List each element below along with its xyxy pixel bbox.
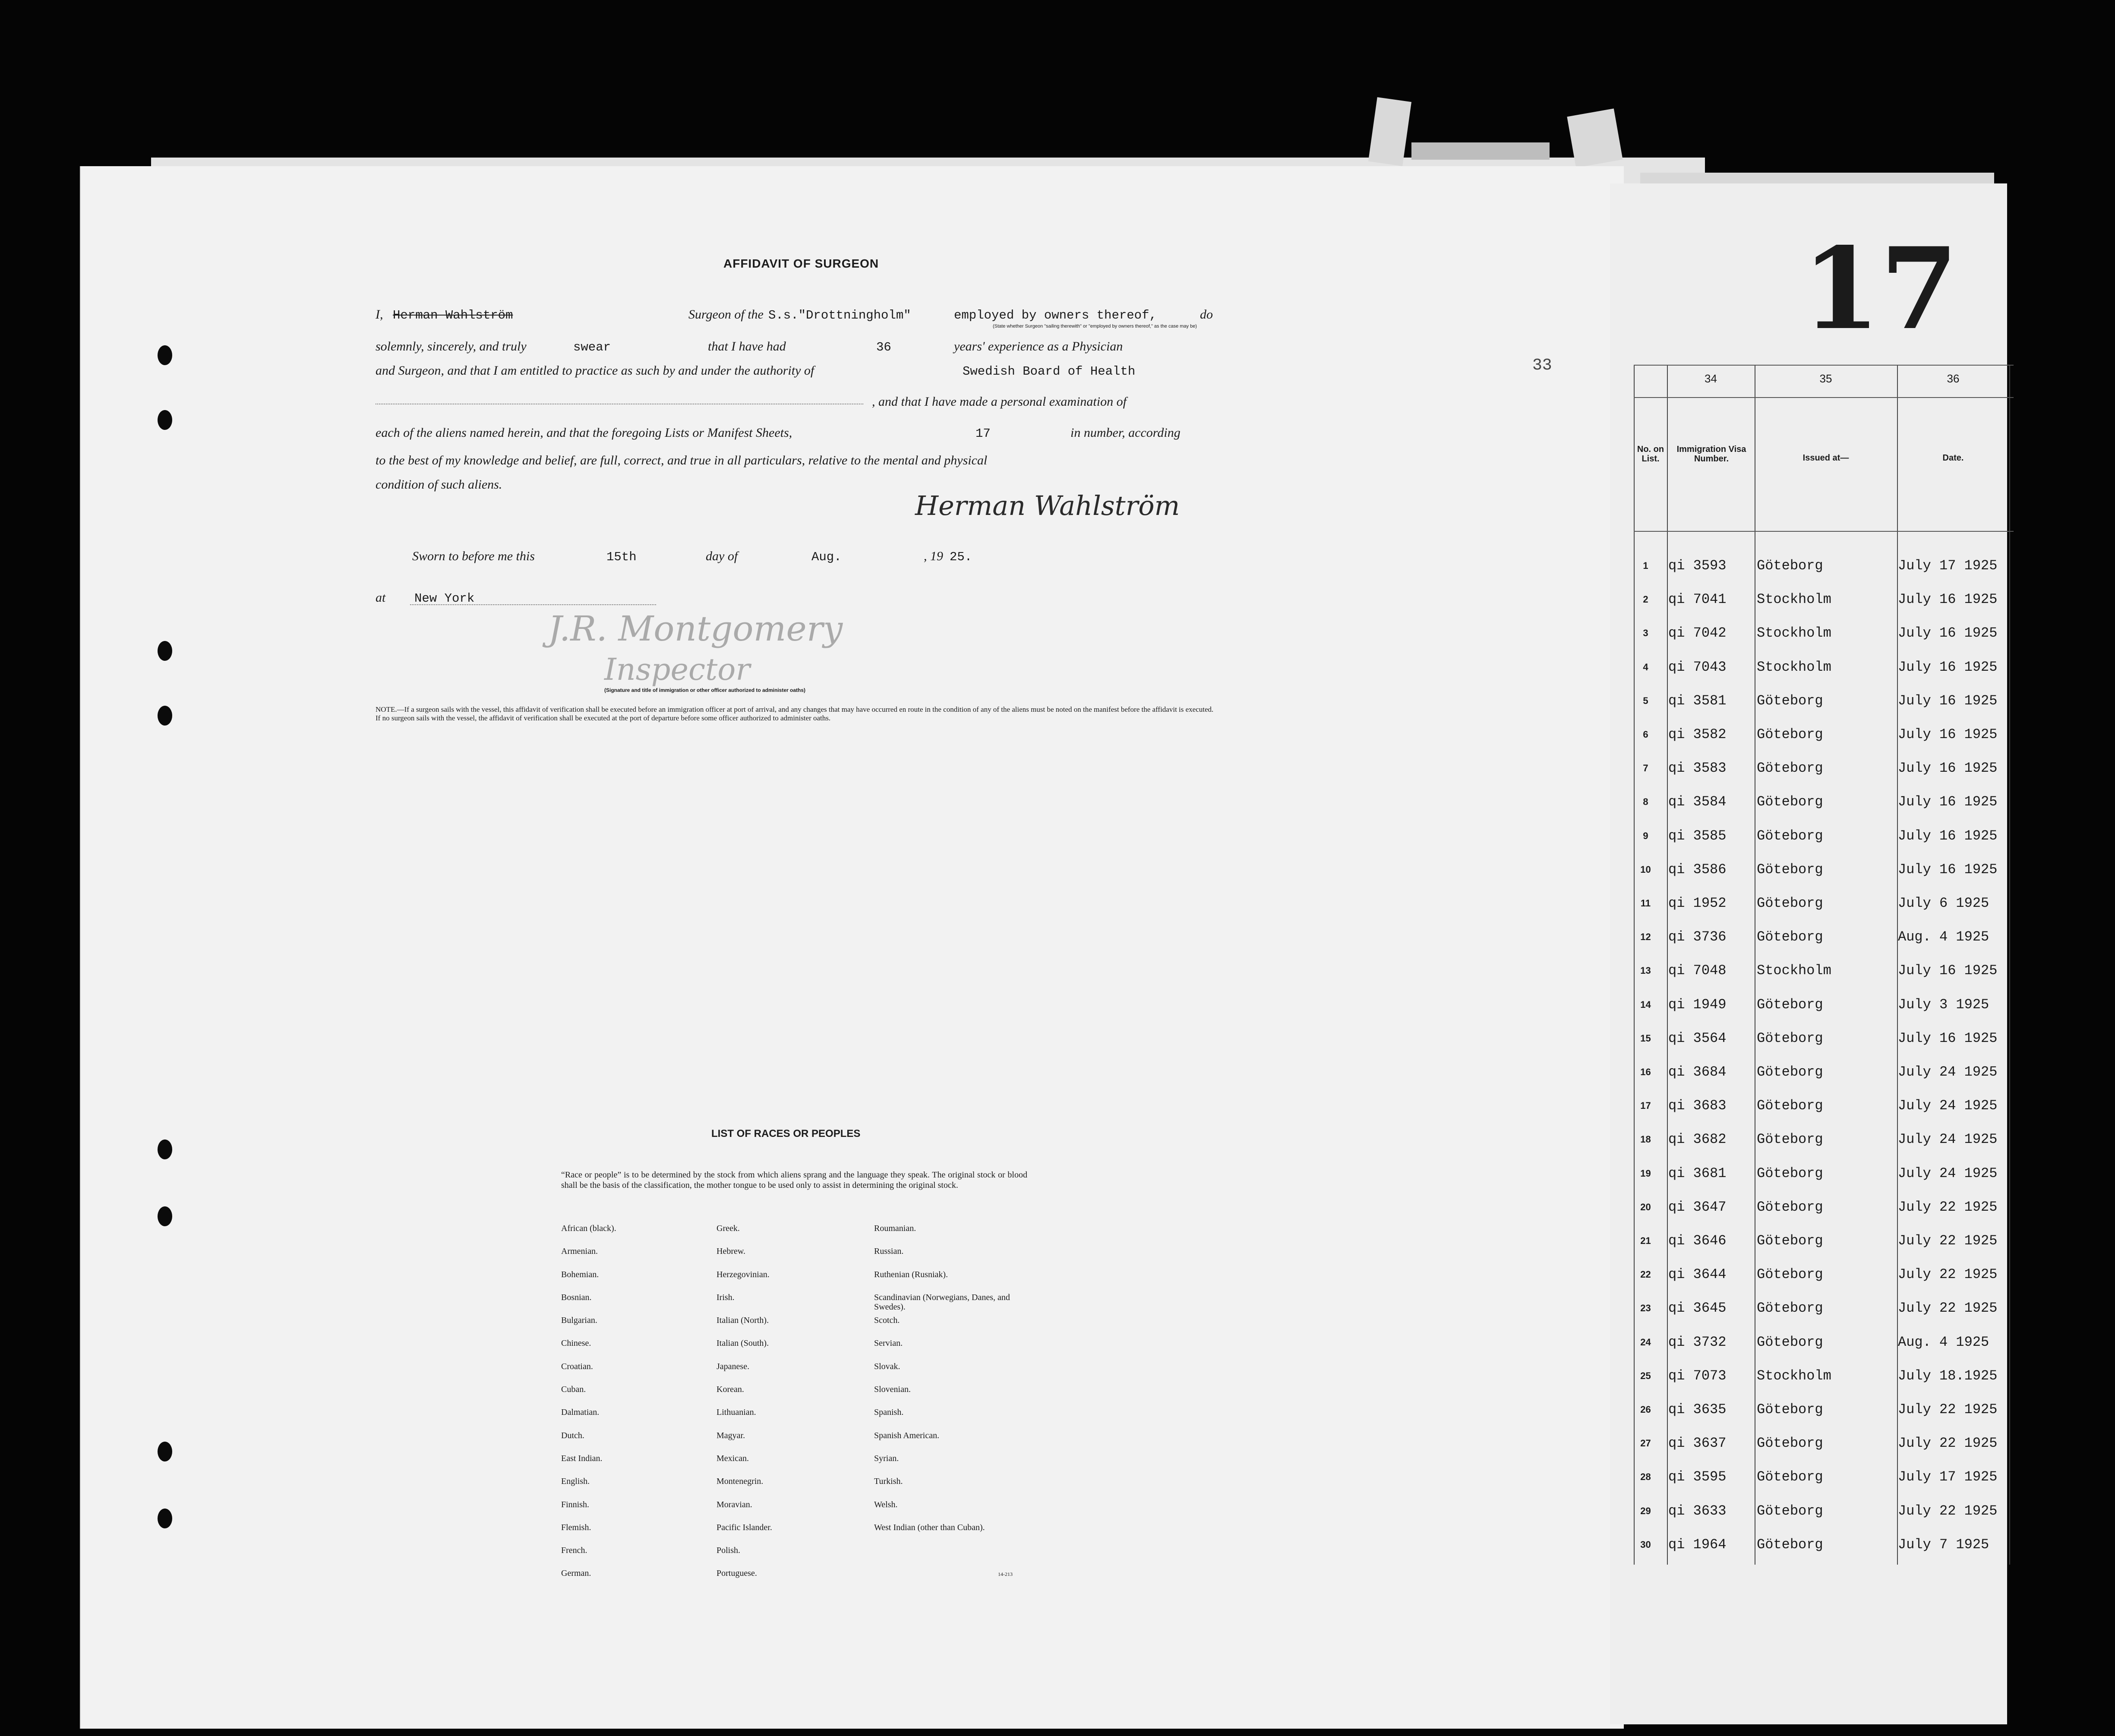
visa-number: qi 7042	[1668, 625, 1727, 641]
visa-number: qi 3645	[1668, 1300, 1727, 1316]
table-row	[1634, 1097, 2014, 1130]
visa-number: qi 3585	[1668, 827, 1727, 844]
issued-place: Göteborg	[1757, 558, 1823, 574]
column-number-35: 35	[1819, 372, 1832, 385]
table-row	[1634, 1468, 2014, 1502]
visa-number: qi 3681	[1668, 1165, 1727, 1181]
issue-date: July 16 1925	[1898, 1030, 1998, 1046]
table-row	[1634, 726, 2014, 759]
race-item: Dalmatian.	[561, 1408, 600, 1417]
visa-number: qi 3736	[1668, 929, 1727, 945]
race-item: Montenegrin.	[717, 1477, 764, 1487]
form-number: 14-213	[998, 1571, 1013, 1577]
race-item: Syrian.	[874, 1453, 899, 1463]
table-row	[1634, 624, 2014, 658]
issue-date: July 16 1925	[1898, 591, 1998, 608]
issued-place: Göteborg	[1757, 794, 1823, 810]
list-number: 20	[1640, 1201, 1651, 1212]
list-number: 17	[1640, 1100, 1651, 1111]
race-item: Spanish.	[874, 1408, 904, 1417]
visa-number: qi 3564	[1668, 1030, 1727, 1046]
list-number: 24	[1640, 1336, 1651, 1348]
list-number: 2	[1643, 594, 1648, 605]
visa-number: qi 3633	[1668, 1502, 1727, 1519]
punch-hole	[158, 410, 172, 430]
issue-date: Aug. 4 1925	[1898, 1334, 1989, 1350]
race-item: Roumanian.	[874, 1224, 916, 1233]
race-item: Korean.	[717, 1385, 744, 1395]
page-number: 17	[1802, 223, 1958, 355]
race-item: Japanese.	[717, 1361, 750, 1371]
header-rule	[1634, 397, 2014, 398]
issue-date: July 24 1925	[1898, 1165, 1998, 1181]
issue-date: July 16 1925	[1898, 760, 1998, 776]
visa-number: qi 3584	[1668, 794, 1727, 810]
issued-place: Göteborg	[1757, 760, 1823, 776]
race-item: Italian (North).	[717, 1316, 769, 1326]
table-row	[1634, 996, 2014, 1029]
race-item: Italian (South).	[717, 1338, 769, 1348]
list-number: 22	[1640, 1269, 1651, 1280]
issued-place: Göteborg	[1757, 1334, 1823, 1350]
race-item: Hebrew.	[717, 1247, 746, 1256]
race-item: Russian.	[874, 1247, 904, 1256]
sworn-text: Sworn to before me this	[412, 549, 535, 563]
race-item: Slovak.	[874, 1361, 900, 1371]
race-item: Moravian.	[717, 1499, 752, 1509]
surgeon-prefix: I,	[376, 307, 383, 322]
races-title: LIST OF RACES OR PEOPLES	[711, 1128, 861, 1139]
sworn-year: 25.	[950, 550, 972, 564]
race-item: Polish.	[717, 1546, 741, 1556]
issue-date: July 22 1925	[1898, 1266, 1998, 1283]
visa-number: qi 3684	[1668, 1064, 1727, 1080]
list-number: 19	[1640, 1168, 1651, 1179]
issue-date: July 3 1925	[1898, 996, 1989, 1013]
table-row	[1634, 1063, 2014, 1097]
list-number: 11	[1640, 898, 1651, 909]
visa-number: qi 3646	[1668, 1233, 1727, 1249]
issued-place: Göteborg	[1757, 1401, 1823, 1417]
races-column-1	[561, 1224, 708, 1592]
issued-place: Göteborg	[1757, 1165, 1823, 1181]
day-of-text: day of	[706, 549, 738, 563]
affidavit-note: NOTE.—If a surgeon sails with the vessel, this affidavit of verification shall be executed before an immigration officer at port of arrival, and any changes that may have occurred en route in the condition of any of the aliens must be noted on the manifest before the affidavit is executed. If no surgeon sails with the vessel, the affidavit of verification shall be executed at the port of departure before some officer authorized to administer oaths.	[376, 705, 1214, 722]
header-date: Date.	[1942, 453, 1964, 463]
table-row	[1634, 1232, 2014, 1266]
header-list-number: No. on List.	[1637, 445, 1664, 464]
punch-hole	[158, 345, 172, 365]
table-row	[1634, 759, 2014, 793]
table-row	[1634, 1029, 2014, 1063]
list-number: 7	[1643, 763, 1648, 774]
table-row	[1634, 1367, 2014, 1401]
issued-place: Stockholm	[1757, 625, 1831, 641]
issued-place: Stockholm	[1757, 1367, 1831, 1384]
punch-hole	[158, 1139, 172, 1159]
race-item: Finnish.	[561, 1499, 590, 1509]
race-item: Spanish American.	[874, 1430, 940, 1440]
column-number-36: 36	[1947, 372, 1960, 385]
race-item: Bosnian.	[561, 1292, 592, 1302]
issue-date: July 16 1925	[1898, 861, 1998, 877]
race-item: Flemish.	[561, 1522, 591, 1532]
table-row	[1634, 1266, 2014, 1299]
table-row	[1634, 1299, 2014, 1333]
issued-place: Göteborg	[1757, 1266, 1823, 1283]
affidavit-title: AFFIDAVIT OF SURGEON	[723, 257, 879, 270]
visa-number: qi 3647	[1668, 1199, 1727, 1215]
binding-tape	[1368, 97, 1411, 166]
surgeon-of-label: Surgeon of the	[688, 307, 764, 322]
table-row	[1634, 1434, 2014, 1468]
issue-date: Aug. 4 1925	[1898, 929, 1989, 945]
sheet-count: 17	[975, 426, 991, 441]
list-number: 14	[1640, 999, 1651, 1010]
race-item: Cuban.	[561, 1385, 586, 1395]
race-item: Lithuanian.	[717, 1408, 756, 1417]
list-number: 15	[1640, 1032, 1651, 1044]
table-row	[1634, 1333, 2014, 1367]
table-row	[1634, 1198, 2014, 1232]
list-number: 1	[1643, 560, 1648, 571]
issue-date: July 16 1925	[1898, 625, 1998, 641]
column-number-34: 34	[1705, 372, 1717, 385]
exam-text: , and that I have made a personal examination of	[872, 395, 1127, 409]
issued-place: Stockholm	[1757, 963, 1831, 979]
officer-signature: J.R. Montgomery	[548, 609, 843, 649]
header-rule	[1634, 365, 2014, 366]
race-item: African (black).	[561, 1224, 616, 1233]
issue-date: July 24 1925	[1898, 1064, 1998, 1080]
visa-number: qi 3586	[1668, 861, 1727, 877]
list-number: 4	[1643, 661, 1648, 672]
issued-place: Göteborg	[1757, 895, 1823, 911]
issue-date: July 6 1925	[1898, 895, 1989, 911]
number-text: in number, according	[1070, 426, 1181, 440]
header-rule	[1634, 531, 2014, 532]
list-number: 23	[1640, 1303, 1651, 1314]
race-item: Dutch.	[561, 1430, 584, 1440]
visa-number: qi 1952	[1668, 895, 1727, 911]
visa-number: qi 1949	[1668, 996, 1727, 1013]
table-row	[1634, 1536, 2014, 1569]
issue-date: July 16 1925	[1898, 726, 1998, 742]
issue-date: July 22 1925	[1898, 1300, 1998, 1316]
issued-place: Stockholm	[1757, 591, 1831, 608]
solemnly-text: solemnly, sincerely, and truly	[376, 339, 527, 354]
issued-place: Göteborg	[1757, 1435, 1823, 1452]
visa-number: qi 3582	[1668, 726, 1727, 742]
visa-number: qi 7073	[1668, 1367, 1727, 1384]
table-row	[1634, 1502, 2014, 1536]
issued-place: Göteborg	[1757, 692, 1823, 709]
list-number: 8	[1643, 796, 1648, 808]
issued-place: Göteborg	[1757, 1199, 1823, 1215]
list-number: 26	[1640, 1404, 1651, 1415]
punch-hole	[158, 1442, 172, 1461]
issued-place: Göteborg	[1757, 1131, 1823, 1148]
race-item: Pacific Islander.	[717, 1522, 772, 1532]
authority-name: Swedish Board of Health	[963, 364, 1136, 379]
year-prefix: , 19	[924, 549, 943, 563]
visa-number: qi 3682	[1668, 1131, 1727, 1148]
issued-place: Göteborg	[1757, 827, 1823, 844]
list-number: 21	[1640, 1235, 1651, 1246]
vessel-name: S.s."Drottningholm"	[768, 308, 911, 322]
races-column-2	[717, 1224, 863, 1592]
race-item: Scotch.	[874, 1316, 900, 1326]
issue-date: July 16 1925	[1898, 963, 1998, 979]
race-item: Servian.	[874, 1338, 903, 1348]
table-row	[1634, 894, 2014, 928]
table-row	[1634, 793, 2014, 827]
table-row	[1634, 1401, 2014, 1434]
race-item: Portuguese.	[717, 1569, 757, 1578]
race-item: East Indian.	[561, 1453, 603, 1463]
binding-tape	[1411, 142, 1550, 160]
table-row	[1634, 692, 2014, 726]
list-number: 9	[1643, 830, 1648, 841]
race-item: Ruthenian (Rusniak).	[874, 1269, 948, 1279]
sworn-place: New York	[414, 591, 475, 606]
race-item: French.	[561, 1546, 587, 1556]
list-number: 28	[1640, 1471, 1651, 1483]
issue-date: July 17 1925	[1898, 1469, 1998, 1485]
list-number: 13	[1640, 965, 1651, 976]
oath-type: swear	[573, 340, 611, 354]
list-number: 30	[1640, 1539, 1651, 1550]
issue-date: July 22 1925	[1898, 1502, 1998, 1519]
issued-place: Göteborg	[1757, 1064, 1823, 1080]
sworn-day: 15th	[606, 550, 637, 564]
table-row	[1634, 658, 2014, 692]
issue-date: July 16 1925	[1898, 794, 1998, 810]
sworn-month: Aug.	[811, 550, 842, 564]
table-row	[1634, 1165, 2014, 1198]
sheet-mark: 33	[1532, 356, 1552, 375]
visa-number: qi 3637	[1668, 1435, 1727, 1452]
aliens-text: each of the aliens named herein, and that the foregoing Lists or Manifest Sheets,	[376, 426, 792, 440]
issued-place: Göteborg	[1757, 1469, 1823, 1485]
race-item: Turkish.	[874, 1477, 903, 1487]
visa-number: qi 7048	[1668, 963, 1727, 979]
visa-number: qi 3683	[1668, 1098, 1727, 1114]
issue-date: July 22 1925	[1898, 1233, 1998, 1249]
race-item: Slovenian.	[874, 1385, 911, 1395]
issue-date: July 18.1925	[1898, 1367, 1998, 1384]
issue-date: July 7 1925	[1898, 1536, 1989, 1553]
race-item: Herzegovinian.	[717, 1269, 770, 1279]
table-row	[1634, 1130, 2014, 1164]
list-number: 16	[1640, 1067, 1651, 1077]
list-number: 29	[1640, 1505, 1651, 1516]
header-issued-at: Issued at—	[1802, 453, 1849, 463]
issued-place: Stockholm	[1757, 659, 1831, 675]
issued-place: Göteborg	[1757, 1502, 1823, 1519]
race-item: Irish.	[717, 1292, 735, 1302]
race-item: Scandinavian (Norwegians, Danes, and Swedes).	[874, 1292, 1010, 1312]
officer-caption: (Signature and title of immigration or other officer authorized to administer oaths)	[604, 687, 806, 693]
visa-number: qi 3593	[1668, 558, 1727, 574]
surgeon-signature: Herman Wahlström	[915, 490, 1180, 521]
issued-place: Göteborg	[1757, 996, 1823, 1013]
binding-tape	[1567, 108, 1623, 167]
issue-date: July 24 1925	[1898, 1098, 1998, 1114]
race-item: English.	[561, 1477, 590, 1487]
race-item: Armenian.	[561, 1247, 598, 1256]
visa-number: qi 3732	[1668, 1334, 1727, 1350]
list-number: 25	[1640, 1370, 1651, 1381]
race-item: Croatian.	[561, 1361, 593, 1371]
race-item: Magyar.	[717, 1430, 745, 1440]
punch-hole	[158, 1206, 172, 1226]
visa-number: qi 3635	[1668, 1401, 1727, 1417]
visa-number: qi 7041	[1668, 591, 1727, 608]
table-row	[1634, 928, 2014, 962]
race-item: Bulgarian.	[561, 1316, 597, 1326]
list-number: 6	[1643, 729, 1648, 740]
race-item: German.	[561, 1569, 591, 1578]
visa-number: qi 7043	[1668, 659, 1727, 675]
issue-date: July 22 1925	[1898, 1199, 1998, 1215]
list-number: 18	[1640, 1134, 1651, 1145]
table-row	[1634, 861, 2014, 894]
issue-date: July 22 1925	[1898, 1401, 1998, 1417]
years-prefix: that I have had	[708, 339, 786, 354]
issued-place: Göteborg	[1757, 929, 1823, 945]
issued-place: Göteborg	[1757, 1098, 1823, 1114]
employment-status: employed by owners thereof,	[954, 308, 1157, 322]
issue-date: July 17 1925	[1898, 558, 1998, 574]
list-number: 3	[1643, 628, 1648, 639]
visa-number: qi 3583	[1668, 760, 1727, 776]
authority-text: and Surgeon, and that I am entitled to practice as such by and under the authority of	[376, 363, 814, 378]
list-number: 27	[1640, 1438, 1651, 1449]
years-suffix: years' experience as a Physician	[954, 339, 1123, 354]
issue-date: July 16 1925	[1898, 827, 1998, 844]
race-item: Bohemian.	[561, 1269, 599, 1279]
issued-place: Göteborg	[1757, 1300, 1823, 1316]
punch-hole	[158, 706, 172, 726]
table-row	[1634, 962, 2014, 995]
officer-title: Inspector	[604, 652, 750, 687]
belief-text: to the best of my knowledge and belief, are full, correct, and true in all particulars, relative to the mental and physical	[376, 453, 988, 467]
condition-text: condition of such aliens.	[376, 477, 502, 492]
issue-date: July 22 1925	[1898, 1435, 1998, 1452]
employment-fine-print: (State whether Surgeon "sailing therewith" or "employed by owners thereof," as the case may be)	[993, 324, 1197, 329]
issued-place: Göteborg	[1757, 1030, 1823, 1046]
table-row	[1634, 590, 2014, 624]
race-item: Greek.	[717, 1224, 740, 1233]
table-row	[1634, 557, 2014, 590]
visa-number: qi 3644	[1668, 1266, 1727, 1283]
visa-number: qi 3595	[1668, 1469, 1727, 1485]
issued-place: Göteborg	[1757, 726, 1823, 742]
issued-place: Göteborg	[1757, 861, 1823, 877]
race-item: Welsh.	[874, 1499, 898, 1509]
races-column-3	[874, 1224, 1021, 1546]
table-row	[1634, 827, 2014, 861]
at-label: at	[376, 590, 386, 605]
races-intro: “Race or people” is to be determined by the stock from which aliens sprang and the language they speak. The original stock or blood shall be the basis of the classification, the mother tongue to be used only to assist in determining the original stock.	[561, 1170, 1027, 1190]
visa-number: qi 3581	[1668, 692, 1727, 709]
race-item: Chinese.	[561, 1338, 591, 1348]
years-experience: 36	[876, 340, 891, 354]
list-number: 10	[1640, 864, 1651, 875]
punch-hole	[158, 1509, 172, 1528]
header-visa-number: Immigration Visa Number.	[1676, 445, 1746, 464]
issued-place: Göteborg	[1757, 1233, 1823, 1249]
punch-hole	[158, 641, 172, 661]
place-line	[410, 604, 656, 605]
list-number: 5	[1643, 695, 1648, 706]
surgeon-name: Herman Wahlström	[393, 308, 513, 322]
do-label: do	[1200, 307, 1213, 322]
visa-number: qi 1964	[1668, 1536, 1727, 1553]
race-item: West Indian (other than Cuban).	[874, 1522, 985, 1532]
list-number: 12	[1640, 931, 1651, 943]
issue-date: July 24 1925	[1898, 1131, 1998, 1148]
issue-date: July 16 1925	[1898, 692, 1998, 709]
issued-place: Göteborg	[1757, 1536, 1823, 1553]
race-item: Mexican.	[717, 1453, 749, 1463]
issue-date: July 16 1925	[1898, 659, 1998, 675]
